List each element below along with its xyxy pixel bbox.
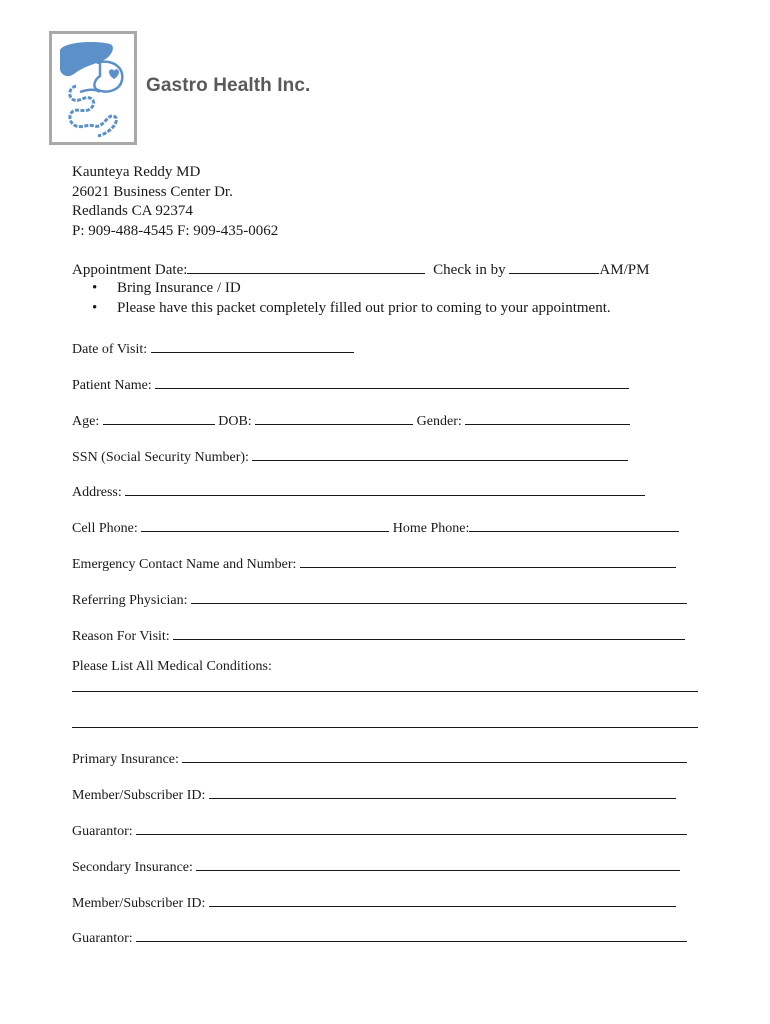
gender-field[interactable] xyxy=(465,410,630,425)
home-phone-field[interactable] xyxy=(469,517,679,532)
appointment-date-field[interactable] xyxy=(187,259,425,274)
secondary-insurance-row: Secondary Insurance: xyxy=(72,856,680,876)
guarantor-row-2: Guarantor: xyxy=(72,927,687,947)
member-id-row-1: Member/Subscriber ID: xyxy=(72,784,676,804)
secondary-insurance-field[interactable] xyxy=(196,856,680,871)
medical-conditions-line-2[interactable] xyxy=(72,727,698,728)
age-field[interactable] xyxy=(103,410,215,425)
patient-name-row: Patient Name: xyxy=(72,374,629,394)
guarantor-field-1[interactable] xyxy=(136,820,687,835)
address-field[interactable] xyxy=(125,481,645,496)
provider-name: Kaunteya Reddy MD xyxy=(72,164,201,180)
referring-physician-row: Referring Physician: xyxy=(72,589,687,609)
provider-city: Redlands CA 92374 xyxy=(72,203,193,219)
primary-insurance-row: Primary Insurance: xyxy=(72,748,687,768)
primary-insurance-field[interactable] xyxy=(182,748,687,763)
medical-conditions-label: Please List All Medical Conditions: xyxy=(72,659,272,674)
member-id-field-2[interactable] xyxy=(209,892,676,907)
emergency-contact-row: Emergency Contact Name and Number: xyxy=(72,553,676,573)
referring-physician-field[interactable] xyxy=(191,589,687,604)
brand-name: Gastro Health Inc. xyxy=(146,75,311,96)
date-of-visit-row: Date of Visit: xyxy=(72,338,354,358)
provider-phone-fax: P: 909-488-4545 F: 909-435-0062 xyxy=(72,222,279,239)
ssn-row: SSN (Social Security Number): xyxy=(72,446,628,466)
appointment-date-label: Appointment Date: xyxy=(72,262,188,278)
member-id-row-2: Member/Subscriber ID: xyxy=(72,892,676,912)
provider-address xyxy=(72,163,278,241)
list-item: • Please have this packet completely filled out prior to coming to your appointment. xyxy=(92,299,611,316)
patient-name-field[interactable] xyxy=(155,374,629,389)
ampm-label: AM/PM xyxy=(599,262,650,278)
age-dob-gender-row: Age: DOB: Gender: xyxy=(72,410,630,430)
address-row: Address: xyxy=(72,481,645,501)
guarantor-field-2[interactable] xyxy=(136,927,687,942)
appointment-line xyxy=(72,259,649,281)
list-item: • Bring Insurance / ID xyxy=(92,280,241,296)
cell-phone-field[interactable] xyxy=(141,517,389,532)
reason-for-visit-row: Reason For Visit: xyxy=(72,625,685,645)
guarantor-row-1: Guarantor: xyxy=(72,820,687,840)
checkin-time-field[interactable] xyxy=(509,259,599,274)
medical-conditions-line-1[interactable] xyxy=(72,691,698,692)
reason-for-visit-field[interactable] xyxy=(173,625,685,640)
dob-field[interactable] xyxy=(255,410,413,425)
phones-row: Cell Phone: Home Phone: xyxy=(72,517,679,537)
instructions-list xyxy=(92,279,611,318)
provider-street: 26021 Business Center Dr. xyxy=(72,183,233,200)
ssn-field[interactable] xyxy=(252,446,628,461)
member-id-field-1[interactable] xyxy=(209,784,676,799)
emergency-contact-field[interactable] xyxy=(300,553,676,568)
logo xyxy=(49,31,137,145)
date-of-visit-field[interactable] xyxy=(151,338,354,353)
digestive-system-icon xyxy=(54,36,134,142)
checkin-label: Check in by xyxy=(433,262,506,278)
